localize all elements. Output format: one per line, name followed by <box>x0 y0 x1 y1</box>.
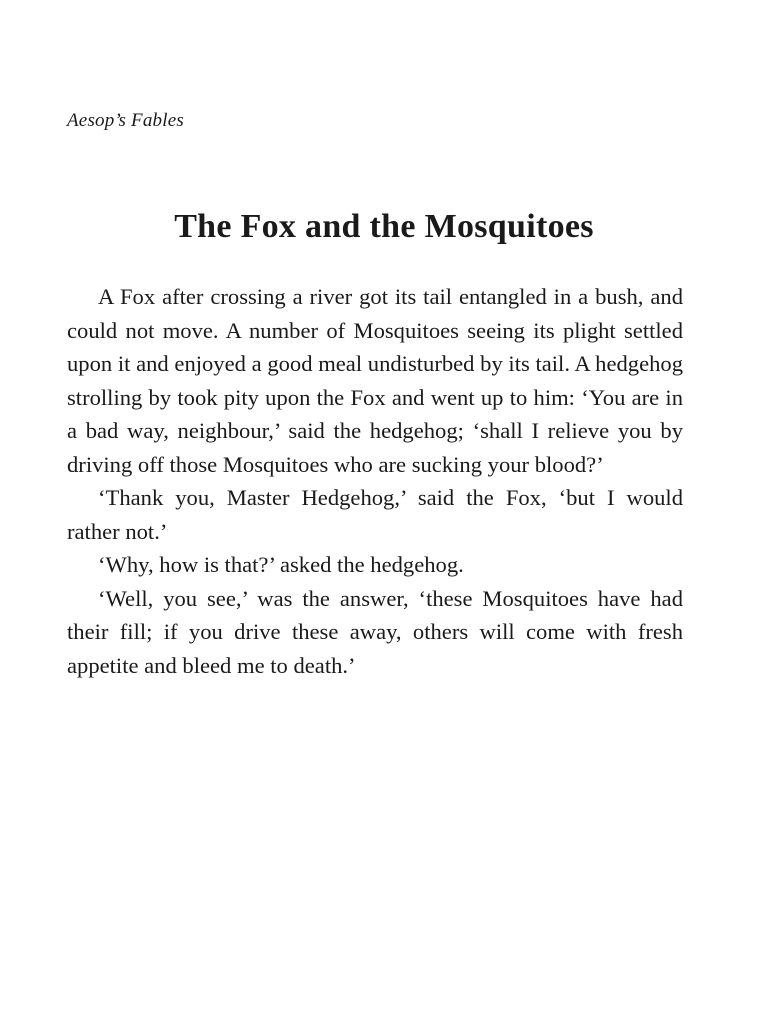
running-header: Aesop’s Fables <box>67 110 184 131</box>
paragraph: ‘Thank you, Master Hedgehog,’ said the Fox, ‘but I would rather not.’ <box>67 485 683 544</box>
paragraph: ‘Why, how is that?’ asked the hedgehog. <box>98 552 464 577</box>
paragraph: ‘Well, you see,’ was the answer, ‘these Mosquitoes have had their fill; if you drive these away, others will come with fresh appetite and bleed me to death.’ <box>67 585 683 678</box>
fable-title: The Fox and the Mosquitoes <box>174 208 594 245</box>
fable-body <box>67 280 683 682</box>
paragraph: A Fox after crossing a river got its tail entangled in a bush, and could not move. A number of Mosquitoes seeing its plight settled upon it and enjoyed a good meal undisturbed by its tail. A hedgehog strolling by took pity upon the Fox and went up to him: ‘You are in a bad way, neighbour,’ said the hedgehog; ‘shall I relieve you by driving off those Mosquitoes who are sucking your blood?’ <box>67 284 683 477</box>
